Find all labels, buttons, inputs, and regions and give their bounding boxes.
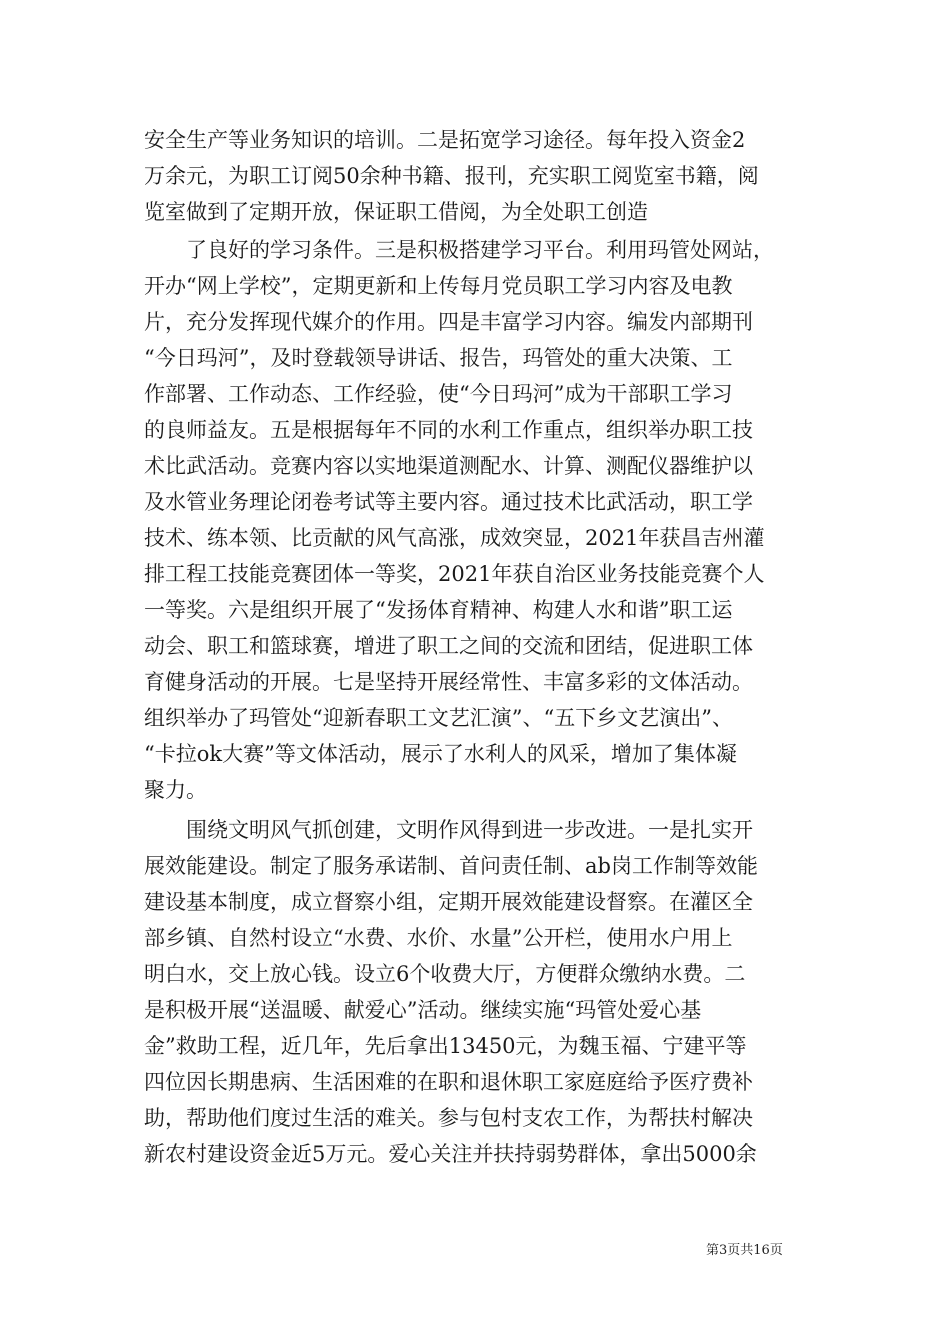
body-line: 开办“网上学校”，定期更新和上传每月党员职工学习内容及电教 [144,274,733,298]
body-line: 是积极开展“送温暖、献爱心”活动。继续实施“玛管处爱心基 [144,998,702,1022]
body-line: 万余元，为职工订阅50余种书籍、报刊，充实职工阅览室书籍，阅 [144,164,759,188]
body-line: 组织举办了玛管处“迎新春职工文艺汇演”、“五下乡文艺演出”、 [144,706,733,730]
body-line: 围绕文明风气抓创建，文明作风得到进一步改进。一是扎实开 [144,818,753,842]
body-line: 明白水，交上放心钱。设立6个收费大厅，方便群众缴纳水费。二 [144,962,746,986]
page-number: 第3页共16页 [706,1243,783,1258]
body-line: 排工程工技能竞赛团体一等奖，2021年获自治区业务技能竞赛个人 [144,562,765,586]
body-line: 的良师益友。五是根据每年不同的水利工作重点，组织举办职工技 [144,418,753,442]
body-line: 新农村建设资金近5万元。爱心关注并扶持弱势群体，拿出5000余 [144,1142,757,1166]
body-line: 聚力。 [144,778,207,802]
body-line: “今日玛河”，及时登载领导讲话、报告，玛管处的重大决策、工 [144,346,733,370]
body-line: 及水管业务理论闭卷考试等主要内容。通过技术比武活动，职工学 [144,490,753,514]
body-line: 四位因长期患病、生活困难的在职和退休职工家庭庭给予医疗费补 [144,1070,753,1094]
body-line: 了良好的学习条件。三是积极搭建学习平台。利用玛管处网站， [144,238,774,262]
body-line: 作部署、工作动态、工作经验，使“今日玛河”成为干部职工学习 [144,382,733,406]
body-line: 技术、练本领、比贡献的风气高涨，成效突显，2021年获昌吉州灌 [144,526,765,550]
body-line: 助，帮助他们度过生活的难关。参与包村支农工作，为帮扶村解决 [144,1106,753,1130]
body-line: 术比武活动。竞赛内容以实地渠道测配水、计算、测配仪器维护以 [144,454,753,478]
body-line: 建设基本制度，成立督察小组，定期开展效能建设督察。在灌区全 [144,890,753,914]
body-line: 动会、职工和篮球赛，增进了职工之间的交流和团结，促进职工体 [144,634,753,658]
body-line: 育健身活动的开展。七是坚持开展经常性、丰富多彩的文体活动。 [144,670,753,694]
body-line: 金”救助工程，近几年，先后拿出13450元，为魏玉福、宁建平等 [144,1034,747,1058]
body-line: 部乡镇、自然村设立“水费、水价、水量”公开栏，使用水户用上 [144,926,733,950]
body-line: 览室做到了定期开放，保证职工借阅，为全处职工创造 [144,200,648,224]
body-line: “卡拉ok大赛”等文体活动，展示了水利人的风采，增加了集体凝 [144,742,737,766]
body-line: 片，充分发挥现代媒介的作用。四是丰富学习内容。编发内部期刊 [144,310,753,334]
body-line: 展效能建设。制定了服务承诺制、首问责任制、ab岗工作制等效能 [144,854,758,878]
body-line: 一等奖。六是组织开展了“发扬体育精神、构建人水和谐”职工运 [144,598,733,622]
body-line: 安全生产等业务知识的培训。二是拓宽学习途径。每年投入资金2 [144,128,746,152]
